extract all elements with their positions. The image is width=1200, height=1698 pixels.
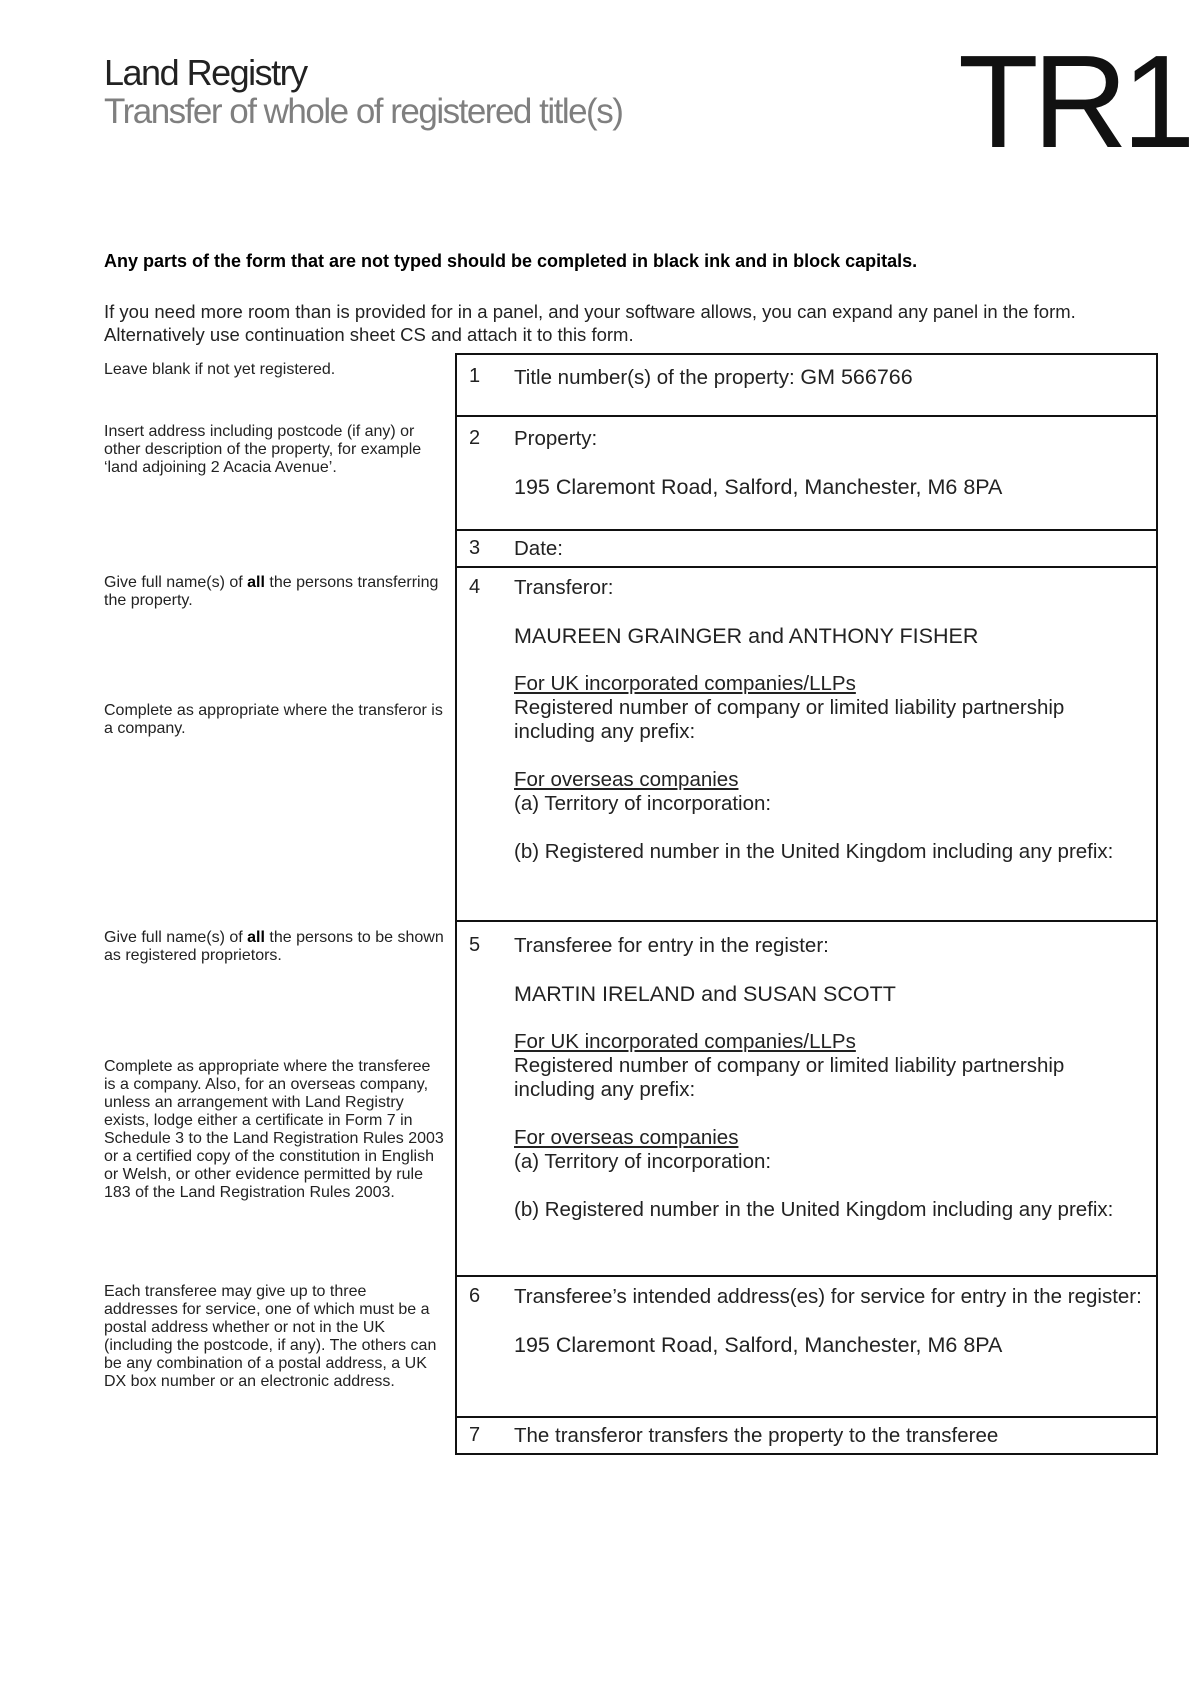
panel-number: 7 bbox=[469, 1424, 481, 1446]
panel-address-for-service bbox=[455, 1275, 1158, 1418]
panel-title-number bbox=[455, 353, 1158, 417]
panel-label: Transferee for entry in the register: bbox=[514, 934, 829, 957]
panel-number: 1 bbox=[469, 365, 481, 387]
panel-transferor bbox=[455, 566, 1158, 922]
panel-number: 2 bbox=[469, 427, 481, 449]
side-note-transferor: Give full name(s) of all the persons transferring the property. bbox=[104, 574, 439, 609]
panel-label[interactable]: Date: bbox=[514, 537, 563, 560]
panel-label: Transferee’s intended address(es) for service for entry in the register: bbox=[514, 1285, 1142, 1308]
side-note-title-number: Leave blank if not yet registered. bbox=[104, 361, 336, 378]
side-note-property: Insert address including postcode (if any) or other description of the property, for example ‘land adjoining 2 Acacia Avenue’. bbox=[104, 423, 422, 476]
form-code: TR1 bbox=[958, 28, 1190, 175]
territory-label: (a) Territory of incorporation: bbox=[514, 1150, 772, 1173]
property-address-value[interactable]: 195 Claremont Road, Salford, Manchester, M6 8PA bbox=[514, 475, 1003, 499]
uk-registered-number-label: Registered number of company or limited liability partnership including any prefix: bbox=[514, 696, 1065, 743]
panel-transfer-statement bbox=[455, 1416, 1158, 1455]
panel-label: Property: bbox=[514, 427, 598, 450]
uk-registered-number-label: Registered number of company or limited liability partnership including any prefix: bbox=[514, 1054, 1065, 1101]
panel-label: Title number(s) of the property: bbox=[514, 366, 795, 389]
uk-companies-heading: For UK incorporated companies/LLPs bbox=[514, 672, 856, 695]
overseas-companies-heading: For overseas companies bbox=[514, 768, 739, 791]
transferor-names-value[interactable]: MAUREEN GRAINGER and ANTHONY FISHER bbox=[514, 624, 979, 648]
panel-number: 5 bbox=[469, 934, 481, 956]
transfer-statement: The transferor transfers the property to the transferee bbox=[514, 1424, 999, 1447]
overseas-registered-number-label: (b) Registered number in the United Kingdom including any prefix: bbox=[514, 840, 1114, 863]
side-note-address-for-service: Each transferee may give up to three addresses for service, one of which must be a postal address whether or not in the UK (including the postcode, if any). The others can be any combination of a postal address, a UK DX box number or an electronic address. bbox=[104, 1283, 437, 1390]
panel-number: 6 bbox=[469, 1285, 481, 1307]
overseas-companies-heading: For overseas companies bbox=[514, 1126, 739, 1149]
side-note-transferor-company: Complete as appropriate where the transferor is a company. bbox=[104, 702, 443, 737]
panel-date bbox=[455, 529, 1158, 568]
form-title: Transfer of whole of registered title(s) bbox=[104, 92, 623, 131]
panel-number: 3 bbox=[469, 537, 481, 559]
overseas-registered-number-label: (b) Registered number in the United Kingdom including any prefix: bbox=[514, 1198, 1114, 1221]
organisation-name: Land Registry bbox=[104, 52, 307, 93]
transferee-names-value[interactable]: MARTIN IRELAND and SUSAN SCOTT bbox=[514, 982, 896, 1006]
panel-property bbox=[455, 415, 1158, 531]
panel-transferee bbox=[455, 920, 1158, 1277]
ink-instruction: Any parts of the form that are not typed should be completed in black ink and in block capitals. bbox=[104, 251, 918, 271]
uk-companies-heading: For UK incorporated companies/LLPs bbox=[514, 1030, 856, 1053]
side-note-transferee-company: Complete as appropriate where the transferee is a company. Also, for an overseas company, unless an arrangement with Land Registry exists, lodge either a certificate in Form 7 in Schedule 3 to the Land Registration Rules 2003 or a certified copy of the constitution in English or Welsh, or other evidence permitted by rule 183 of the Land Registration Rules 2003. bbox=[104, 1058, 444, 1201]
territory-label: (a) Territory of incorporation: bbox=[514, 792, 772, 815]
panel-number: 4 bbox=[469, 576, 481, 598]
side-note-transferee: Give full name(s) of all the persons to be shown as registered proprietors. bbox=[104, 929, 444, 964]
continuation-note: If you need more room than is provided for in a panel, and your software allows, you can expand any panel in the form. Alternatively use continuation sheet CS and attach it to this form. bbox=[104, 301, 1076, 345]
service-address-value[interactable]: 195 Claremont Road, Salford, Manchester, M6 8PA bbox=[514, 1333, 1003, 1357]
panel-label: Transferor: bbox=[514, 576, 614, 599]
title-number-value[interactable]: GM 566766 bbox=[800, 365, 913, 389]
